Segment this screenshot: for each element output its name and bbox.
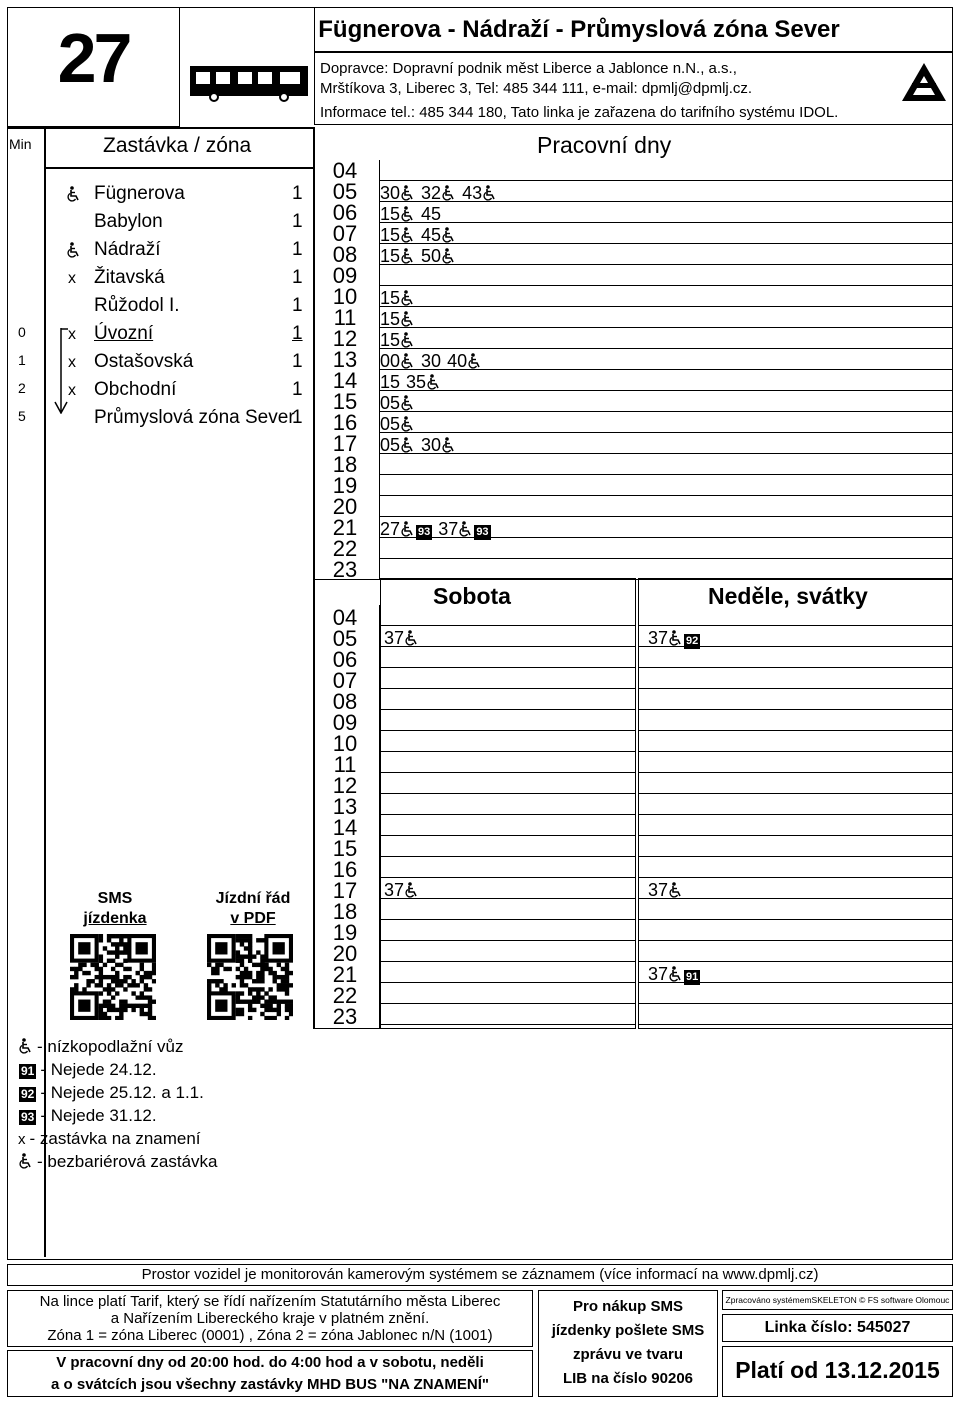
wheelchair-icon: [400, 225, 415, 245]
saturday-title: Sobota: [433, 583, 511, 609]
hour-row-line: [380, 982, 636, 983]
hour-label: 17: [332, 878, 358, 903]
tariff-line1: Na lince platí Tarif, který se řídí nařízením Statutárního města Liberec: [39, 1293, 501, 1310]
stop-zone: 1: [292, 211, 303, 232]
hour-row-line: [638, 688, 953, 689]
hour-row-line: [638, 961, 953, 962]
hour-label: 11: [333, 305, 357, 330]
hour-label: 16: [332, 410, 358, 435]
wheelchair-icon: [426, 372, 441, 392]
note-badge: 93: [418, 526, 431, 538]
stop-zone: 1: [292, 295, 303, 316]
hour-row-line: [380, 264, 953, 265]
operator-line3: Informace tel.: 485 344 180, Tato linka je zařazena do tarifního systému IDOL.: [320, 104, 839, 121]
departure-minute: [421, 246, 456, 266]
hour-row-line: [380, 327, 953, 328]
min-header: Min: [9, 136, 32, 152]
departure-minute: [406, 372, 441, 392]
departure-minute-text: 05: [380, 435, 401, 455]
departure-minute: [421, 183, 456, 203]
note-badge: 92: [21, 1087, 35, 1101]
hour-row-line: [380, 432, 953, 433]
weekday-departures: [380, 351, 488, 372]
legend-text: - bezbariérová zastávka: [37, 1152, 218, 1171]
hour-row-line: [380, 730, 636, 731]
departure-minute: [380, 183, 415, 203]
hour-row-line: [380, 285, 953, 286]
stop-zone: 1: [292, 183, 303, 204]
hour-row-line: [638, 877, 953, 878]
hour-row-line: [638, 772, 953, 773]
wheelchair-icon: [441, 225, 456, 245]
departure-minute-text: 45: [421, 204, 442, 224]
wheelchair-icon: [668, 964, 683, 984]
departure-minute: [380, 372, 400, 392]
stop-zone: 1: [292, 239, 303, 260]
note-badge: 93: [21, 1110, 35, 1124]
wheelchair-icon: [66, 242, 81, 261]
hour-row-line: [380, 474, 953, 475]
pdf-label-line1: Jízdní řád: [215, 890, 291, 907]
hour-label: 06: [332, 200, 358, 225]
wheelchair-icon: [458, 519, 473, 539]
sunday-departures: [648, 964, 706, 985]
direction-arrow: [54, 328, 68, 414]
hour-label: 14: [332, 815, 358, 840]
tariff-line2: a Nařízením Libereckého kraje v platném znění.: [110, 1310, 430, 1327]
hour-label: 22: [332, 983, 358, 1008]
stop-minute: 1: [18, 352, 26, 368]
hour-label: 14: [332, 368, 358, 393]
stop-name: Průmyslová zóna Sever: [94, 407, 295, 428]
hour-label: 10: [332, 731, 358, 756]
legend-item: [18, 1082, 204, 1104]
departure-minute: [380, 309, 415, 329]
note-badge: 91: [21, 1064, 35, 1078]
hour-row-line: [638, 709, 953, 710]
weekday-departures: [380, 393, 421, 414]
departure-minute-text: 15: [380, 246, 401, 266]
departure-minute: [380, 225, 415, 245]
stop-row[interactable]: [0, 294, 314, 318]
departure-minute-text: 37: [384, 880, 405, 900]
hour-label: 08: [332, 242, 358, 267]
departure-minute: [462, 183, 497, 203]
sms-info-line4: LIB na číslo 90206: [562, 1370, 694, 1387]
hour-label: 11: [333, 752, 357, 777]
weekday-departures: [380, 246, 462, 267]
wheelchair-icon: [400, 183, 415, 203]
hour-label: 22: [332, 536, 358, 561]
pdf-qr-code[interactable]: [207, 934, 293, 1020]
departure-minute-text: 40: [447, 351, 468, 371]
request-stop-mark: x: [68, 270, 76, 287]
hour-row-line: [638, 814, 953, 815]
hour-row-line: [380, 516, 953, 517]
stop-row[interactable]: [0, 322, 314, 346]
hour-row-line: [380, 877, 636, 878]
hour-label: 19: [332, 920, 358, 945]
departure-minute-text: 15: [380, 288, 401, 308]
departure-minute-text: 37: [648, 628, 669, 648]
departure-minute: [421, 435, 456, 455]
stop-name: Žitavská: [94, 267, 165, 288]
hour-label: 21: [332, 515, 358, 540]
wheelchair-icon: [441, 435, 456, 455]
sms-label-line2: jízdenka: [83, 910, 147, 927]
weekday-departures: [380, 519, 497, 540]
stop-name: Babylon: [94, 211, 163, 232]
hour-label: 13: [332, 794, 358, 819]
departure-minute: [648, 964, 700, 984]
hour-label: 23: [332, 1004, 358, 1029]
hour-label: 15: [332, 389, 358, 414]
hour-row-line: [380, 180, 953, 181]
departure-minute-text: 15: [380, 225, 401, 245]
weekday-departures: [380, 288, 421, 309]
weekday-title: Pracovní dny: [537, 132, 672, 158]
note-badge: 92: [686, 635, 699, 647]
hour-label: 07: [332, 668, 358, 693]
hour-row-line: [380, 625, 636, 626]
weekday-departures: [380, 330, 421, 351]
departure-minute-text: 15: [380, 372, 401, 392]
hour-label: 04: [332, 158, 358, 183]
night-line2: a o svátcích jsou všechny zastávky MHD BUS "NA ZNAMENÍ": [51, 1376, 489, 1393]
hour-row-line: [638, 856, 953, 857]
line-id: Linka číslo: 545027: [764, 1319, 911, 1336]
hour-label: 04: [332, 605, 358, 630]
wheelchair-icon: [400, 435, 415, 455]
hour-row-line: [380, 856, 636, 857]
departure-minute: [384, 628, 419, 648]
hour-row-line: [380, 667, 636, 668]
departure-minute-text: 37: [384, 628, 405, 648]
wheelchair-icon: [66, 186, 81, 205]
sms-label-line1: SMS: [97, 890, 133, 907]
weekday-departures: [380, 372, 447, 393]
departure-minute: [380, 519, 432, 539]
hour-label: 18: [332, 452, 358, 477]
departure-minute: [380, 351, 415, 371]
stop-name: Obchodní: [94, 379, 177, 400]
stop-name: Fügnerova: [94, 183, 185, 204]
hour-row-line: [380, 772, 636, 773]
departure-minute-text: 15: [380, 330, 401, 350]
pdf-label-line2: v PDF: [230, 910, 276, 927]
wheelchair-icon: [400, 330, 415, 350]
wheelchair-icon: [400, 414, 415, 434]
hour-row-line: [380, 453, 953, 454]
hour-row-line: [380, 940, 636, 941]
hour-label: 15: [332, 836, 358, 861]
wheelchair-icon: [400, 204, 415, 224]
departure-minute: [648, 880, 683, 900]
tariff-line3: Zóna 1 = zóna Liberec (0001) , Zóna 2 = zóna Jablonec n/N (1001): [47, 1327, 493, 1344]
departure-minute: [380, 246, 415, 266]
weekday-grid: [314, 160, 953, 580]
legend-text: - Nejede 31.12.: [40, 1106, 157, 1125]
saturday-departures: [384, 880, 425, 901]
hour-row-line: [380, 1024, 636, 1025]
stop-zone: 1: [292, 323, 303, 344]
wheelchair-icon: [18, 1037, 33, 1056]
departure-minute-text: 37: [648, 964, 669, 984]
operator-line1: Dopravce: Dopravní podnik měst Liberce a Jablonce n.N., a.s.,: [320, 60, 737, 77]
departure-minute: [380, 288, 415, 308]
hour-label: 09: [332, 263, 358, 288]
stop-row[interactable]: [0, 378, 314, 402]
departure-minute-text: 05: [380, 414, 401, 434]
wheelchair-icon: [400, 351, 415, 371]
stop-name: Úvozní: [94, 323, 154, 344]
wheelchair-icon: [400, 393, 415, 413]
departure-minute-text: 37: [648, 880, 669, 900]
departure-minute-text: 30: [421, 351, 442, 371]
hour-row-line: [638, 919, 953, 920]
weekday-departures: [380, 435, 462, 456]
request-stop-mark: x: [68, 382, 76, 399]
wheelchair-icon: [404, 880, 419, 900]
weekday-departures: [380, 183, 503, 204]
departure-minute: [380, 435, 415, 455]
legend-item: [18, 1059, 157, 1081]
departure-minute: [380, 414, 415, 434]
legend-text: - nízkopodlažní vůz: [37, 1037, 184, 1056]
departure-minute-text: 00: [380, 351, 401, 371]
pdf-label: [198, 889, 308, 929]
departure-minute: [447, 351, 482, 371]
legend-text: - Nejede 25.12. a 1.1.: [40, 1083, 204, 1102]
departure-minute: [380, 204, 415, 224]
bus-icon: [188, 60, 312, 102]
wheelchair-icon: [400, 246, 415, 266]
hour-label: 05: [332, 626, 358, 651]
wheelchair-icon: [441, 246, 456, 266]
sunday-departures: [648, 880, 689, 901]
sms-info-line1: Pro nákup SMS: [572, 1298, 684, 1315]
hour-label: 18: [332, 899, 358, 924]
hour-row-line: [380, 411, 953, 412]
hour-row-line: [638, 1003, 953, 1004]
hour-label: 21: [332, 962, 358, 987]
wheelchair-icon: [467, 351, 482, 371]
stop-zone: 1: [292, 351, 303, 372]
hour-label: 08: [332, 689, 358, 714]
operator-line2: Mrštíkova 3, Liberec 3, Tel: 485 344 111, e-mail: dpmlj@dpmlj.cz.: [320, 80, 753, 97]
departure-minute-text: 27: [380, 519, 401, 539]
valid-from: Platí od 13.12.2015: [735, 1357, 940, 1383]
weekday-departures: [380, 204, 447, 225]
sunday-departures: [648, 628, 706, 649]
hour-row-line: [380, 814, 636, 815]
stop-row[interactable]: [0, 266, 314, 290]
stop-name: Ostašovská: [94, 351, 194, 372]
hour-label: 06: [332, 647, 358, 672]
processed-by: Zpracováno systémemSKELETON © FS software Olomouc: [725, 1295, 950, 1305]
route-title: Fügnerova - Nádraží - Průmyslová zóna Sever: [318, 16, 840, 43]
hour-label: 05: [332, 179, 358, 204]
sms-label: [60, 889, 170, 929]
stop-minute: 0: [18, 324, 26, 340]
stop-name: Nádraží: [94, 239, 161, 260]
stop-row[interactable]: [0, 406, 314, 430]
hour-row-line: [380, 222, 953, 223]
legend-item: [18, 1105, 157, 1127]
hour-row-line: [638, 667, 953, 668]
legend-item: [18, 1128, 201, 1150]
departure-minute: [421, 204, 441, 224]
hour-row-line: [380, 688, 636, 689]
hour-label: 20: [332, 941, 358, 966]
departure-minute-text: 15: [380, 309, 401, 329]
departure-minute-text: 30: [380, 183, 401, 203]
wheelchair-icon: [441, 183, 456, 203]
stop-zone: 1: [292, 407, 303, 428]
hour-label: 13: [332, 347, 358, 372]
hour-label: 12: [332, 326, 358, 351]
hour-row-line: [380, 961, 636, 962]
hour-label: 07: [332, 221, 358, 246]
departure-minute-text: 50: [421, 246, 442, 266]
hour-row-line: [380, 390, 953, 391]
departure-minute-text: 30: [421, 435, 442, 455]
note-badge: 93: [476, 526, 489, 538]
stop-row[interactable]: [0, 238, 314, 262]
hour-row-line: [380, 919, 636, 920]
stop-row[interactable]: [0, 210, 314, 234]
departure-minute: [380, 330, 415, 350]
weekday-departures: [380, 225, 462, 246]
stop-zone: 1: [292, 267, 303, 288]
wheelchair-icon: [400, 288, 415, 308]
hour-label: 10: [332, 284, 358, 309]
legend-text: - zastávka na znamení: [29, 1129, 201, 1148]
night-line1: V pracovní dny od 20:00 hod. do 4:00 hod a v sobotu, neděli: [56, 1354, 484, 1371]
stop-row[interactable]: [0, 182, 314, 206]
departure-minute-text: 32: [421, 183, 442, 203]
hour-row-line: [380, 243, 953, 244]
hour-row-line: [638, 940, 953, 941]
stop-zone: 1: [292, 379, 303, 400]
departure-minute: [438, 519, 490, 539]
wheelchair-icon: [668, 628, 683, 648]
weekend-grid: [314, 605, 953, 1029]
wheelchair-icon: [668, 880, 683, 900]
stops-divider-h: [7, 127, 314, 129]
zone-header-underline: [45, 167, 314, 169]
zone-header: Zastávka / zóna: [103, 134, 252, 157]
hour-row-line: [380, 348, 953, 349]
wheelchair-icon: [482, 183, 497, 203]
hour-row-line: [638, 730, 953, 731]
saturday-departures: [384, 628, 425, 649]
hour-row-line: [380, 751, 636, 752]
stop-minute: 5: [18, 408, 26, 424]
note-badge: 91: [686, 971, 699, 983]
hour-label: 12: [332, 773, 358, 798]
hour-row-line: [380, 835, 636, 836]
hour-row-line: [638, 835, 953, 836]
hour-label: 16: [332, 857, 358, 882]
hour-row-line: [638, 793, 953, 794]
hour-row-line: [638, 625, 953, 626]
sms-info-line2: jízdenky pošlete SMS: [551, 1322, 705, 1339]
sms-qr-code[interactable]: [70, 934, 156, 1020]
departure-minute-text: 45: [421, 225, 442, 245]
departure-minute-text: 05: [380, 393, 401, 413]
hour-row-line: [380, 495, 953, 496]
operator-logo: [900, 60, 948, 104]
hour-label: 19: [332, 473, 358, 498]
hour-label: 23: [332, 557, 358, 582]
departure-minute: [384, 880, 419, 900]
wheelchair-icon: [18, 1152, 33, 1171]
hour-row-line: [380, 1003, 636, 1004]
weekday-departures: [380, 414, 421, 435]
stop-minute: 2: [18, 380, 26, 396]
camera-notice: Prostor vozidel je monitorován kamerovým systémem se záznamem (více informací na www.dpmlj.cz): [141, 1266, 819, 1283]
stop-name: Růžodol I.: [94, 295, 180, 316]
wheelchair-icon: [404, 628, 419, 648]
hour-row-line: [380, 306, 953, 307]
departure-minute-text: 43: [462, 183, 483, 203]
departure-minute: [421, 351, 441, 371]
hour-row-line: [638, 751, 953, 752]
stop-row[interactable]: [0, 350, 314, 374]
hour-label: 17: [332, 431, 358, 456]
hour-row-line: [380, 709, 636, 710]
request-stop-mark: x: [68, 354, 76, 371]
hour-label: 09: [332, 710, 358, 735]
departure-minute-text: 37: [438, 519, 459, 539]
legend-item: [18, 1036, 183, 1058]
departure-minute: [648, 628, 700, 648]
line-number: 27: [57, 19, 130, 97]
request-stop-mark: x: [68, 326, 76, 343]
hour-row-line: [380, 558, 953, 559]
request-stop-mark: x: [18, 1131, 26, 1148]
legend-item: [18, 1151, 217, 1173]
wheelchair-icon: [400, 309, 415, 329]
departure-minute: [380, 393, 415, 413]
hour-label: 20: [332, 494, 358, 519]
departure-minute: [421, 225, 456, 245]
wheelchair-icon: [400, 519, 415, 539]
hour-row-line: [380, 793, 636, 794]
sms-info: [538, 1295, 718, 1391]
weekday-departures: [380, 309, 421, 330]
sunday-title: Neděle, svátky: [708, 583, 868, 609]
departure-minute-text: 15: [380, 204, 401, 224]
departure-minute-text: 35: [406, 372, 427, 392]
hour-row-line: [638, 1024, 953, 1025]
legend-text: - Nejede 24.12.: [40, 1060, 157, 1079]
sms-info-line3: zprávu ve tvaru: [572, 1346, 684, 1363]
